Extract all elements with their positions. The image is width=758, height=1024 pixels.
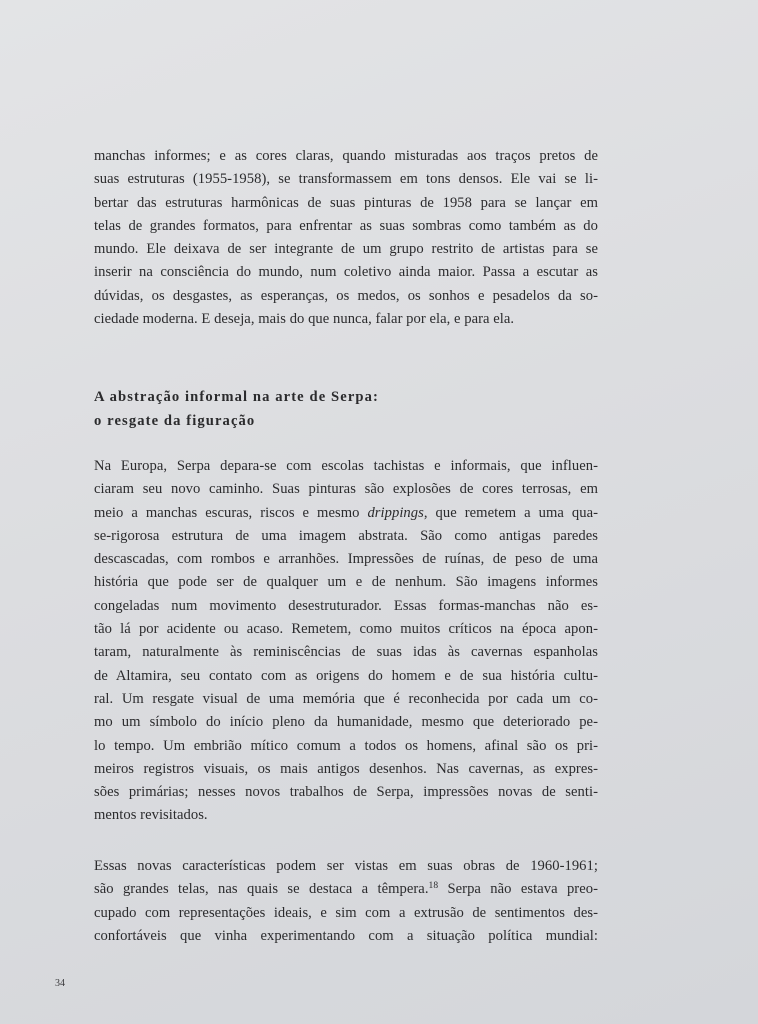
text-span: meio a manchas escuras, riscos e mesmo [94,504,368,521]
section-heading-line: A abstração informal na arte de Serpa: [94,389,379,405]
text-line [94,878,598,901]
text-line: Essas novas características podem ser vistas em suas obras de 1960-1961; [94,858,598,874]
text-line: confortáveis que vinha experimentando com a situação política mundial: [94,927,598,944]
text-line: lo tempo. Um embrião mítico comum a todos os homens, afinal são os pri- [94,737,598,754]
text-line: bertar das estruturas harmônicas de suas pinturas de 1958 para se lançar em [94,194,598,211]
text-line: suas estruturas (1955-1958), se transformassem em tons densos. Ele vai se li- [94,171,598,188]
text-line: sões primárias; nesses novos trabalhos de Serpa, impressões novas de senti- [94,784,598,801]
paragraph-1960-works [94,855,598,948]
footnote-reference[interactable]: 18 [428,881,439,892]
paragraph-intro [94,145,598,331]
italic-term: drippings [367,504,424,521]
text-line: Na Europa, Serpa depara-se com escolas tachistas e informais, que influen- [94,458,598,474]
text-span: , que remetem a uma qua- [423,504,599,521]
text-line: dúvidas, os desgastes, as esperanças, os medos, os sonhos e pesadelos da so- [94,287,598,304]
text-line: cupado com representações ideais, e sim com a extrusão de sentimentos des- [94,904,598,921]
text-line: de Altamira, seu contato com as origens do homem e de sua história cultu- [94,667,598,684]
text-span: são grandes telas, nas quais se destaca a têmpera. [94,881,429,898]
text-line: meiros registros visuais, os mais antigos desenhos. Nas cavernas, as expres- [94,760,598,777]
text-line: ciedade moderna. E deseja, mais do que nunca, falar por ela, e para ela. [94,311,515,328]
page-number: 34 [55,978,65,989]
text-line: mundo. Ele deixava de ser integrante de um grupo restrito de artistas para se [94,241,598,258]
text-line: história que pode ser de qualquer um e de nenhum. São imagens informes [94,574,598,591]
text-line: inserir na consciência do mundo, num coletivo ainda maior. Passa a escutar as [94,264,598,281]
text-line: se-rigorosa estrutura de uma imagem abstrata. São como antigas paredes [94,527,598,544]
section-heading [94,385,598,433]
text-line: descascadas, com rombos e arranhões. Impressões de ruínas, de peso de uma [94,551,598,568]
text-line: ciaram seu novo caminho. Suas pinturas são explosões de cores terrosas, em [94,481,598,498]
section-heading-line: o resgate da figuração [94,413,256,429]
text-line: ral. Um resgate visual de uma memória que é reconhecida por cada um co- [94,690,598,707]
text-line: taram, naturalmente às reminiscências de suas idas às cavernas espanholas [94,644,598,661]
text-line [94,502,598,525]
text-line: mentos revisitados. [94,807,208,824]
text-span: Serpa não estava preo- [438,881,598,898]
text-line: mo um símbolo do início pleno da humanidade, mesmo que deteriorado pe- [94,714,598,731]
paragraph-europe [94,455,598,828]
text-line: manchas informes; e as cores claras, quando misturadas aos traços pretos de [94,148,598,164]
text-line: congeladas num movimento desestruturador. Essas formas-manchas não es- [94,597,598,614]
text-line: tão lá por acidente ou acaso. Remetem, como muitos críticos na época apon- [94,621,598,638]
text-line: telas de grandes formatos, para enfrentar as suas sombras como também as do [94,217,598,234]
